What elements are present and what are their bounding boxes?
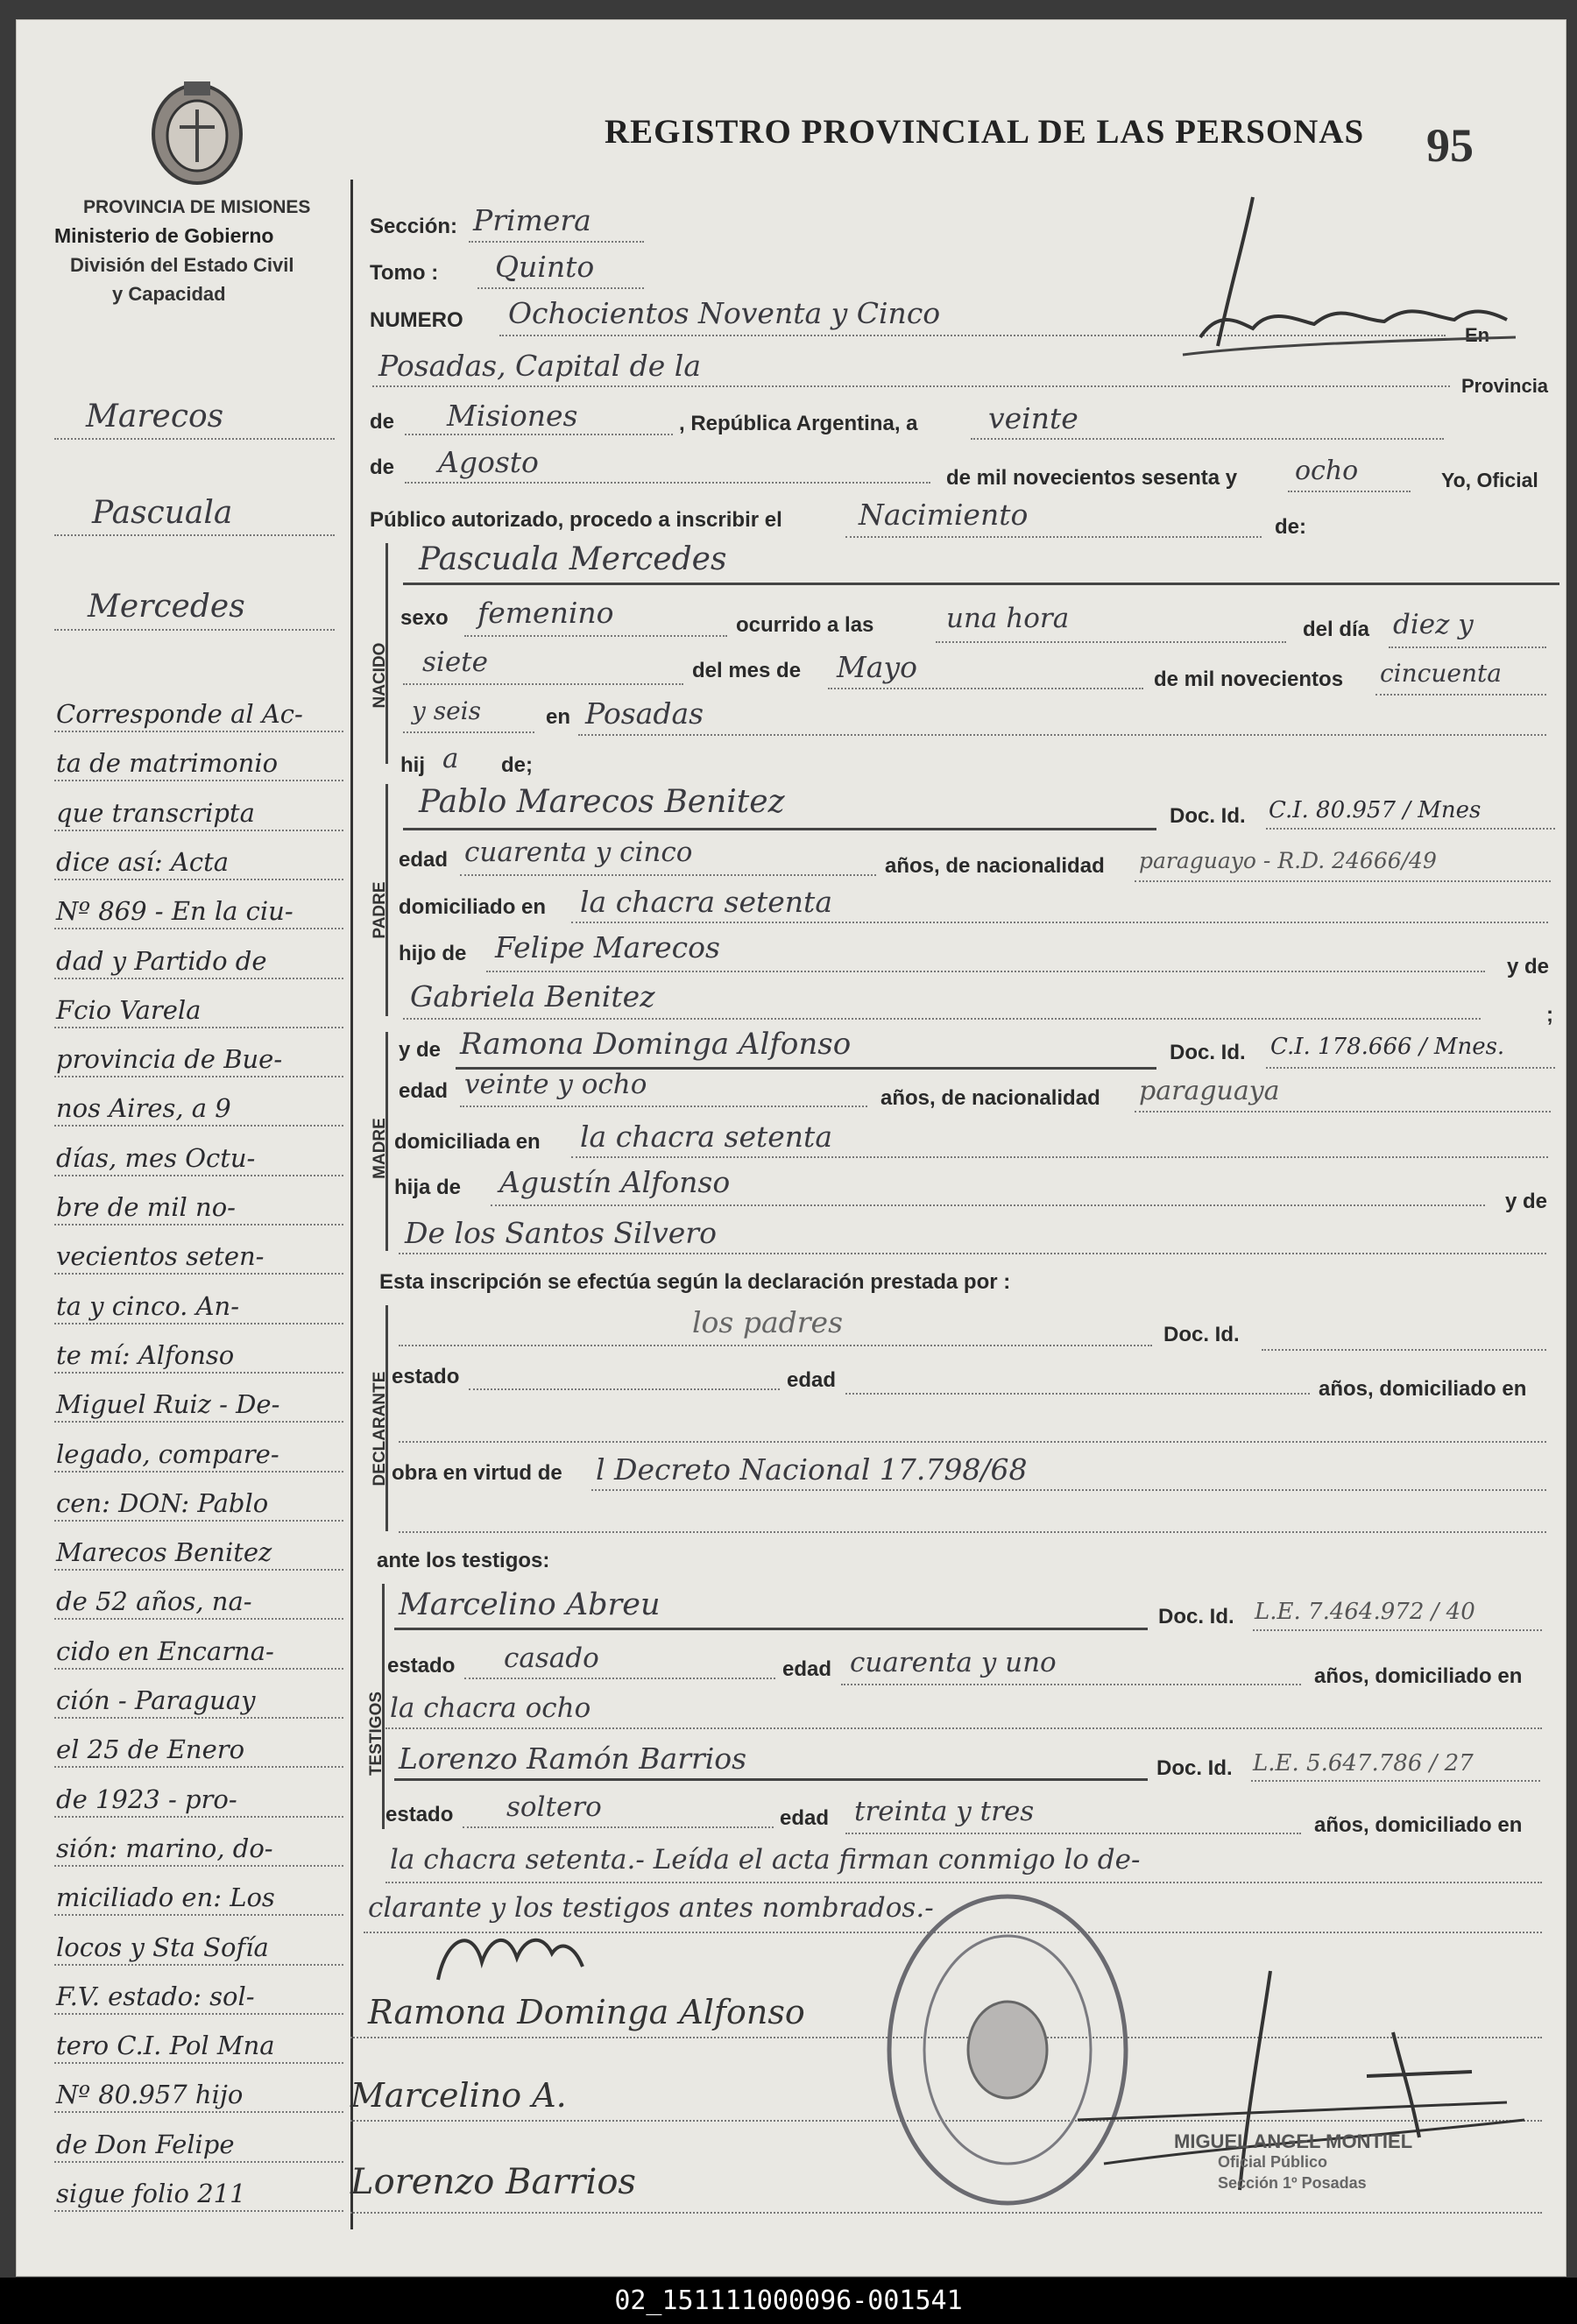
nacido-section-label: NACIDO (371, 642, 389, 709)
form-dotline (491, 1204, 1485, 1206)
form-dotline (469, 241, 644, 243)
annotation-line (54, 1966, 343, 2015)
seccion-label: Sección: (370, 215, 458, 238)
annotation-line (54, 831, 343, 880)
annotation-line (54, 2163, 343, 2212)
form-dotline (403, 828, 1156, 830)
form-dotline (1375, 694, 1546, 696)
testigo2-name: Lorenzo Ramón Barrios (399, 1741, 747, 1776)
annotation-line (54, 2064, 343, 2113)
anio-value-2: y seis (412, 696, 481, 725)
numero-value: Ochocientos Noventa y Cinco (508, 296, 941, 330)
annotation-line (54, 1324, 343, 1374)
annotation-line-text: cido en Encarna- (56, 1635, 274, 1666)
margin-dotline (54, 534, 335, 536)
sexo-label: sexo (400, 606, 449, 630)
madre-edad-value: veinte y ocho (464, 1069, 647, 1100)
annotation-line-text: días, mes Octu- (56, 1142, 256, 1173)
form-dotline (828, 688, 1143, 689)
annotation-line-text: que transcripta (56, 797, 255, 828)
annotation-line (54, 683, 343, 732)
year-value: ocho (1295, 456, 1359, 486)
form-dotline (403, 731, 534, 733)
official-stamp-title: Oficial Público (1218, 2153, 1328, 2171)
annotation-line-text: miciliado en: Los (56, 1883, 275, 1913)
form-dotline (571, 922, 1548, 923)
testigo2-doc-value: L.E. 5.647.786 / 27 (1253, 1750, 1474, 1777)
form-dotline (460, 874, 876, 876)
scan-id-footer: 02_151111000096-001541 (0, 2278, 1577, 2324)
testigo1-name: Marcelino Abreu (399, 1587, 661, 1622)
annotation-line (54, 1769, 343, 1818)
tomo-label: Tomo : (370, 261, 439, 285)
declarante-obra-label: obra en virtud de (392, 1461, 562, 1485)
mes-label: del mes de (692, 659, 802, 682)
testigo1-estado-label: estado (387, 1654, 456, 1678)
numero-label: NUMERO (370, 308, 463, 332)
margin-dotline (54, 629, 335, 631)
provincia-label: Provincia (1461, 375, 1549, 397)
form-dotline (1266, 828, 1555, 830)
testigo2-dom-value: la chacra setenta.- Leída el acta firman conmigo lo de- (390, 1844, 1141, 1875)
form-dotline (936, 641, 1286, 643)
annotation-line-text: Corresponde al Ac- (56, 699, 303, 729)
annotation-line-text: sigue folio 211 (56, 2179, 246, 2208)
madre-doc-label: Doc. Id. (1170, 1041, 1246, 1064)
declarante-intro: Esta inscripción se efectúa según la declaración prestada por : (379, 1270, 1011, 1294)
republica-label: , República Argentina, a (679, 412, 918, 435)
padre-nac-value: paraguayo - R.D. 24666/49 (1139, 848, 1437, 873)
madre-nac-value: paraguaya (1139, 1076, 1280, 1106)
form-dotline (1288, 491, 1411, 492)
madre-nac-label: años, de nacionalidad (880, 1086, 1100, 1110)
form-dotline (403, 583, 1559, 585)
form-dotline (578, 734, 1546, 736)
annotation-line (54, 732, 343, 781)
padre-dom-label: domiciliado en (399, 895, 547, 919)
padre-y-de-label: y de (1507, 955, 1550, 978)
form-dotline (403, 683, 683, 685)
declarante-doc-label: Doc. Id. (1163, 1323, 1240, 1346)
form-dotline (372, 385, 1450, 387)
annotation-line (54, 1275, 343, 1324)
form-dotline (403, 1018, 1481, 1020)
annotation-line (54, 1522, 343, 1571)
form-dotline (394, 1628, 1148, 1630)
annotation-line (54, 1818, 343, 1867)
form-dotline (405, 434, 673, 435)
form-dotline (463, 1826, 774, 1828)
annotation-line-text: ción - Paraguay (56, 1685, 256, 1715)
declarante-estado-label: estado (392, 1365, 460, 1388)
form-dotline (845, 1393, 1310, 1395)
madre-hija-de-label: hija de (394, 1176, 462, 1199)
sexo-value: femenino (477, 596, 614, 630)
padre-edad-label: edad (399, 848, 449, 872)
annotation-line-text: te mí: Alfonso (56, 1339, 235, 1370)
annotation-line-text: de 52 años, na- (56, 1586, 252, 1617)
form-dotline (464, 635, 727, 637)
testigo1-edad-label: edad (782, 1657, 832, 1681)
annotation-line-text: Nº 80.957 hijo (56, 2080, 244, 2110)
annotation-line-text: Fcio Varela (56, 994, 202, 1025)
annotation-line (54, 1226, 343, 1275)
annotation-line-text: Marecos Benitez (56, 1537, 272, 1568)
madre-doc-value: C.I. 178.666 / Mnes. (1270, 1034, 1505, 1060)
madre-dom-label: domiciliada en (394, 1130, 541, 1154)
margin-name1: Pascuala (92, 495, 233, 531)
org-division: División del Estado Civil (70, 254, 294, 276)
annotation-line (54, 1867, 343, 1916)
form-dotline (571, 1156, 1548, 1158)
org-ministry: Ministerio de Gobierno (54, 224, 274, 247)
padre-doc-value: C.I. 80.957 / Mnes (1269, 797, 1482, 823)
seccion-value: Primera (473, 203, 591, 237)
annotation-line-text: el 25 de Enero (56, 1734, 245, 1765)
testigo2-estado-value: soltero (506, 1791, 602, 1823)
day-value: veinte (988, 401, 1078, 435)
testigo2-doc-label: Doc. Id. (1156, 1756, 1233, 1780)
annotation-line-text: F.V. estado: sol- (56, 1981, 255, 2011)
annotation-line-text: locos y Sta Sofía (56, 1932, 269, 1962)
org-capacity: y Capacidad (112, 283, 226, 305)
signature-3: Lorenzo Barrios (350, 2162, 636, 2202)
testigo1-edad-value: cuarenta y uno (850, 1647, 1057, 1678)
margin-dotline (54, 438, 335, 440)
annotation-line-text: de Don Felipe (56, 2129, 235, 2159)
del-dia-label: del día (1303, 618, 1370, 641)
org-province: PROVINCIA DE MISIONES (83, 197, 311, 217)
annotation-line-text: dice así: Acta (56, 846, 230, 877)
annotation-line (54, 1176, 343, 1226)
annotation-line-text: tero C.I. Pol Mna (56, 2031, 275, 2061)
annotation-line (54, 1423, 343, 1473)
annotation-line (54, 1127, 343, 1176)
form-dotline (486, 971, 1485, 972)
testigo1-doc-value: L.E. 7.464.972 / 40 (1255, 1599, 1475, 1625)
form-dotline (1266, 1067, 1555, 1069)
testigo2-edad-value: treinta y tres (854, 1796, 1035, 1827)
madre-mother-value: De los Santos Silvero (405, 1216, 717, 1250)
form-dotline (1389, 646, 1546, 648)
annotation-line (54, 2114, 343, 2163)
margin-name2: Mercedes (88, 589, 245, 625)
madre-edad-label: edad (399, 1079, 449, 1103)
province-value: Misiones (447, 399, 578, 433)
annotation-line (54, 1473, 343, 1522)
annotation-line (54, 1077, 343, 1127)
annotation-line-text: ta y cinco. An- (56, 1290, 240, 1321)
form-dotline (1135, 880, 1551, 882)
annotation-line (54, 782, 343, 831)
form-dotline (385, 1727, 1542, 1729)
annotation-line (54, 880, 343, 929)
form-dotline (469, 1388, 780, 1390)
form-dotline (399, 1345, 1152, 1346)
form-dotline (845, 536, 1262, 538)
form-dotline (971, 438, 1444, 440)
hij-value: a (442, 743, 459, 774)
form-dotline (399, 1441, 1546, 1443)
declarante-edad-label: edad (787, 1368, 837, 1392)
annotation-line-text: vecientos seten- (56, 1241, 265, 1272)
testigo1-dom-value: la chacra ocho (390, 1692, 591, 1724)
document-title: REGISTRO PROVINCIAL DE LAS PERSONAS (605, 113, 1365, 151)
annotation-line-text: de 1923 - pro- (56, 1784, 237, 1814)
padre-nac-label: años, de nacionalidad (885, 854, 1105, 878)
padre-name: Pablo Marecos Benitez (419, 784, 785, 820)
annotation-line (54, 1571, 343, 1620)
dia-value: diez y (1393, 609, 1474, 640)
annotation-line (54, 1719, 343, 1768)
month-value: Agosto (438, 445, 539, 479)
form-dotline (1262, 1349, 1546, 1351)
official-stamp-section: Sección 1º Posadas (1218, 2174, 1367, 2192)
annotation-line-text: Nº 869 - En la ciu- (56, 896, 293, 927)
declarante-section-label: DECLARANTE (371, 1371, 389, 1487)
testigos-section-label: TESTIGOS (367, 1691, 385, 1777)
annotation-line (54, 2015, 343, 2064)
annotation-line (54, 1621, 343, 1670)
form-dotline (841, 1684, 1301, 1685)
testigo1-estado-value: casado (504, 1642, 599, 1674)
hora-value: una hora (946, 603, 1070, 634)
signature-1: Ramona Dominga Alfonso (368, 1993, 805, 2031)
madre-y-de-label: y de (399, 1038, 442, 1062)
page-number: 95 (1426, 119, 1474, 172)
padre-mother-value: Gabriela Benitez (410, 979, 655, 1014)
padre-hijo-de-label: hijo de (399, 942, 467, 965)
madre-father-value: Agustín Alfonso (499, 1165, 731, 1199)
lugar-value: Posadas (585, 696, 704, 731)
testigo1-dom-label: años, domiciliado en (1314, 1664, 1523, 1688)
closing-text: clarante y los testigos antes nombrados.- (368, 1892, 934, 1924)
form-dotline (460, 1105, 867, 1107)
hij-de-label: de; (501, 753, 533, 777)
year-label: de mil novecientos sesenta y (946, 466, 1238, 490)
form-dotline (399, 1531, 1546, 1533)
en-label: En (1465, 324, 1490, 346)
madre-dom-value: la chacra setenta (580, 1120, 832, 1154)
form-dotline (1135, 1111, 1551, 1113)
anio-value: cincuenta (1380, 659, 1502, 688)
form-dotline (477, 287, 644, 289)
annotation-line-text: sión: marino, do- (56, 1833, 273, 1863)
padre-dom-value: la chacra setenta (580, 885, 832, 919)
annotation-line (54, 1917, 343, 1966)
official-signature-top (1148, 188, 1533, 364)
testigo2-edad-label: edad (780, 1806, 830, 1830)
ocurrido-label: ocurrido a las (736, 613, 874, 637)
de-colon-label: de: (1275, 515, 1306, 539)
annotation-line-text: provincia de Bue- (56, 1044, 283, 1075)
testigos-intro: ante los testigos: (377, 1549, 550, 1572)
margin-separator-line (350, 180, 353, 2229)
form-dotline (591, 1489, 1546, 1491)
annotation-line (54, 979, 343, 1028)
annotation-line-text: legado, compare- (56, 1438, 279, 1469)
padre-section-label: PADRE (371, 881, 389, 939)
madre-section-label: MADRE (371, 1118, 389, 1179)
declarante-name: los padres (692, 1305, 844, 1339)
testigo2-estado-label: estado (385, 1803, 454, 1826)
declarante-dom-label: años, domiciliado en (1319, 1377, 1527, 1401)
form-dotline (845, 1833, 1301, 1834)
annotation-line (54, 1028, 343, 1077)
annotation-line-text: nos Aires, a 9 (56, 1093, 231, 1124)
tomo-value: Quinto (495, 250, 595, 284)
dia-value-2: siete (422, 646, 488, 678)
testigo2-dom-label: años, domiciliado en (1314, 1813, 1523, 1837)
nacido-name: Pascuala Mercedes (419, 541, 727, 577)
nacido-en-label: en (546, 705, 571, 729)
anio-label: de mil novecientos (1154, 668, 1344, 691)
form-dotline (394, 1778, 1148, 1781)
coat-of-arms-emblem (145, 74, 250, 188)
form-dotline (405, 482, 930, 484)
mes-value: Mayo (837, 650, 917, 684)
publico-label: Público autorizado, procedo a inscribir el (370, 508, 782, 532)
annotation-line-text: dad y Partido de (56, 945, 267, 976)
official-stamp-name: MIGUEL ANGEL MONTIEL (1174, 2130, 1413, 2152)
annotation-line-text: cen: DON: Pablo (56, 1487, 269, 1518)
margin-surname: Marecos (86, 399, 224, 434)
declarante-obra-value: l Decreto Nacional 17.798/68 (596, 1452, 1028, 1487)
padre-doc-label: Doc. Id. (1170, 804, 1246, 828)
month-de-label: de (370, 456, 395, 479)
padre-father-value: Felipe Marecos (495, 930, 720, 964)
oficial-label: Yo, Oficial (1441, 469, 1538, 491)
annotation-line-text: Miguel Ruiz - De- (56, 1389, 280, 1420)
act-type-value: Nacimiento (859, 498, 1029, 532)
form-dotline (1253, 1629, 1542, 1631)
signature-2: Marcelino A. (350, 2076, 567, 2115)
city-value: Posadas, Capital de la (378, 349, 702, 383)
declarant-initials-signature (421, 1918, 596, 1997)
de-label: de (370, 410, 395, 434)
madre-name: Ramona Dominga Alfonso (460, 1027, 852, 1062)
annotation-line (54, 1670, 343, 1719)
madre-y-de-label-2: y de (1505, 1190, 1548, 1213)
annotation-line-text: ta de matrimonio (56, 748, 279, 779)
padre-semicolon: ; (1546, 1003, 1553, 1027)
annotation-line-text: bre de mil no- (56, 1192, 236, 1222)
testigo1-doc-label: Doc. Id. (1158, 1605, 1234, 1628)
hij-label: hij (400, 753, 425, 777)
form-dotline (399, 1253, 1546, 1254)
padre-edad-value: cuarenta y cinco (464, 837, 693, 868)
form-dotline (1251, 1780, 1540, 1782)
form-dotline (464, 1678, 775, 1679)
annotation-line (54, 930, 343, 979)
annotation-line (54, 1374, 343, 1423)
